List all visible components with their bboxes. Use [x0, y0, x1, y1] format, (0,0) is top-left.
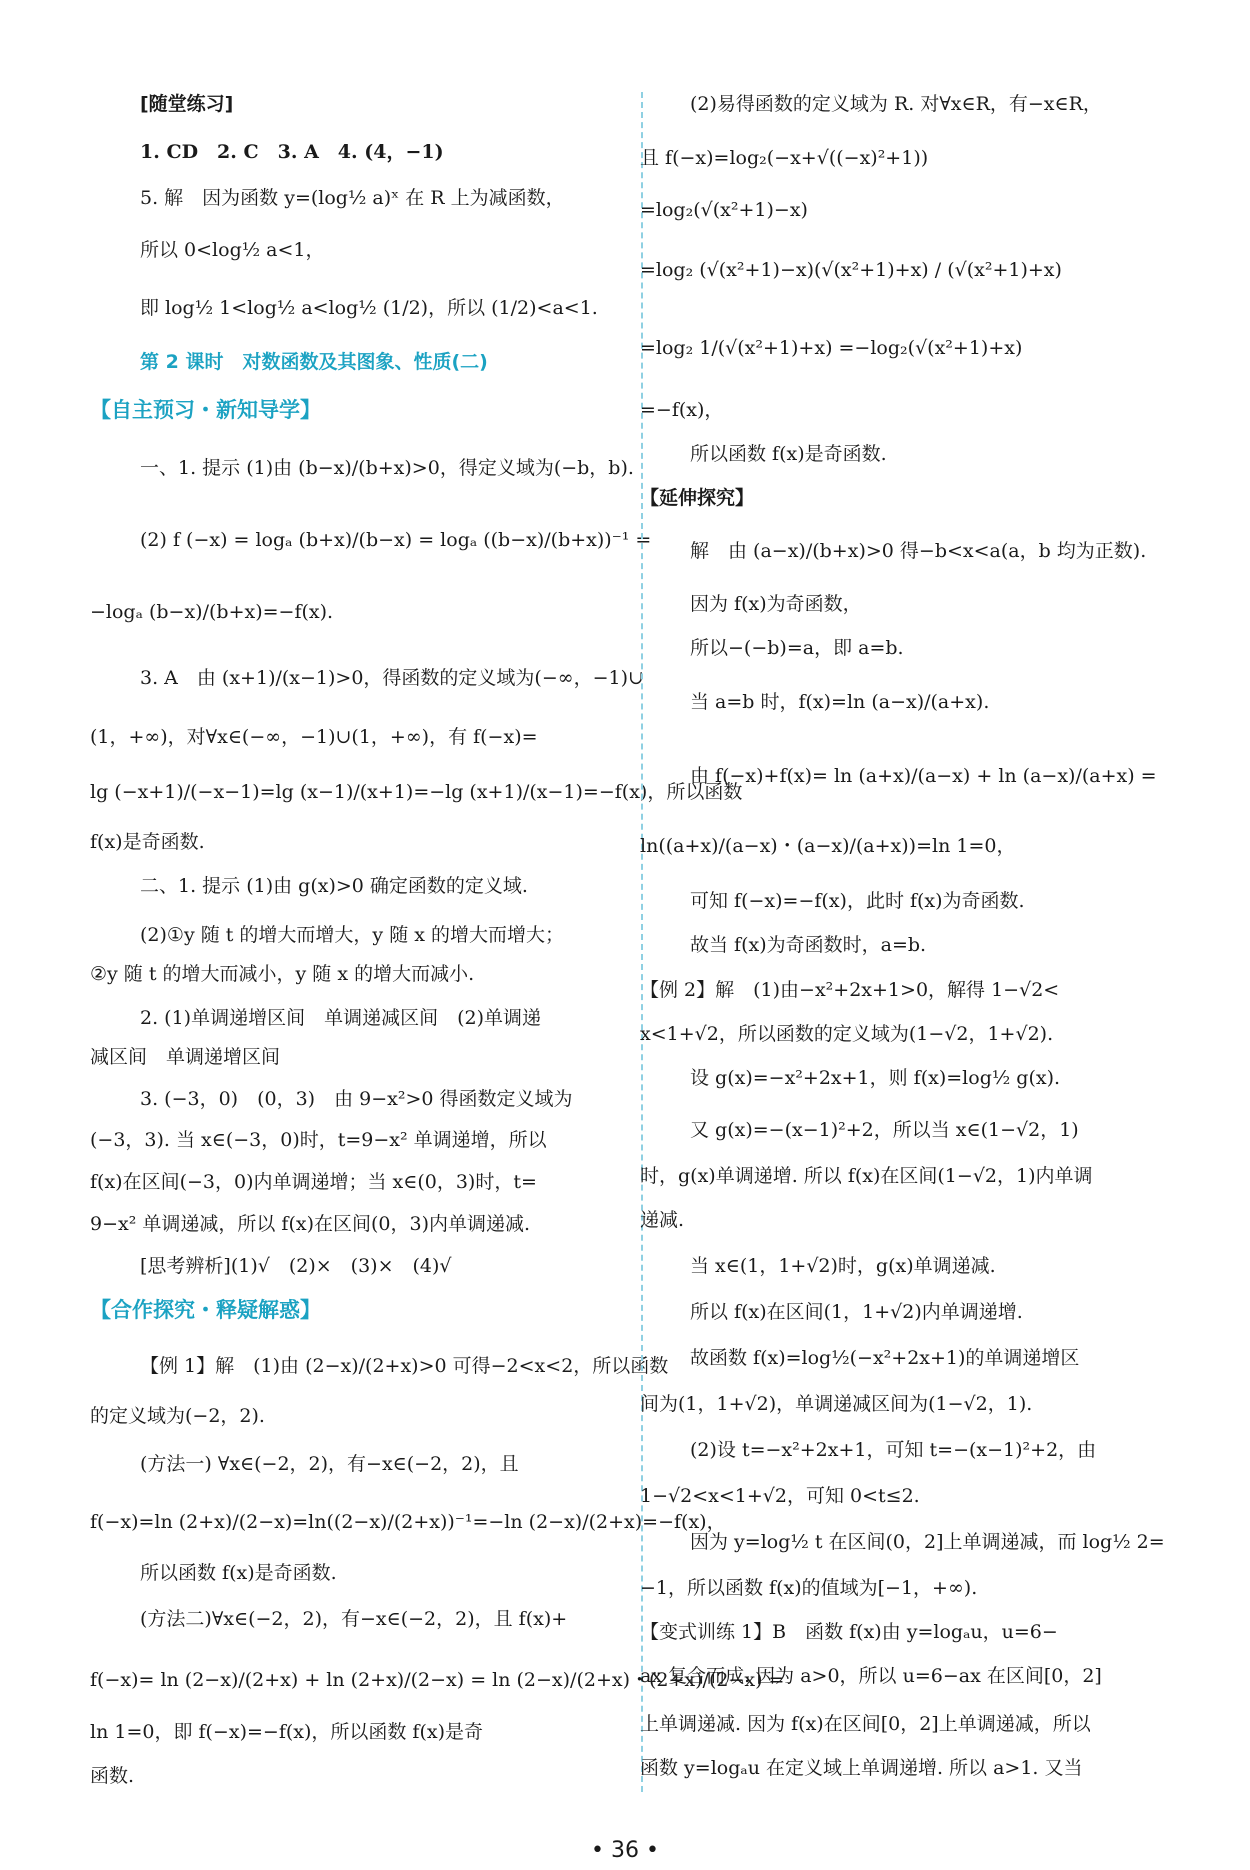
text-line: (方法二)∀x∈(−2，2)，有−x∈(−2，2)，且 f(x)+: [140, 1608, 568, 1630]
page-number: • 36 •: [591, 1838, 659, 1863]
text-line: 上单调递减. 因为 f(x)在区间[0，2]上单调递减，所以: [640, 1713, 1091, 1735]
text-line: 1. CD 2. C 3. A 4. (4，−1): [140, 141, 444, 163]
text-line: 又 g(x)=−(x−1)²+2，所以当 x∈(1−√2，1): [690, 1119, 1079, 1141]
text-line: 当 x∈(1，1+√2)时，g(x)单调递减.: [690, 1255, 996, 1277]
text-line: 2. (1)单调递增区间 单调递减区间 (2)单调递: [140, 1007, 541, 1029]
text-line: x<1+√2，所以函数的定义域为(1−√2，1+√2).: [640, 1023, 1054, 1045]
text-line: 可知 f(−x)=−f(x)，此时 f(x)为奇函数.: [690, 890, 1025, 912]
text-line: 1−√2<x<1+√2，可知 0<t≤2.: [640, 1485, 920, 1507]
text-line: 减区间 单调递增区间: [90, 1046, 281, 1068]
text-line: =log₂ (√(x²+1)−x)(√(x²+1)+x) / (√(x²+1)+x): [640, 259, 1062, 281]
text-line: =−f(x)，: [640, 399, 724, 421]
lesson-title: 第 2 课时 对数函数及其图象、性质(二): [140, 351, 488, 373]
text-line: 【例 1】解 (1)由 (2−x)/(2+x)>0 可得−2<x<2，所以函数: [140, 1355, 669, 1377]
text-line: [随堂练习]: [140, 93, 234, 115]
text-line: 当 a=b 时，f(x)=ln (a−x)/(a+x).: [690, 691, 990, 713]
text-line: =log₂(√(x²+1)−x): [640, 199, 808, 221]
text-line: [思考辨析](1)√ (2)× (3)× (4)√: [140, 1255, 452, 1277]
text-line: 间为(1，1+√2)，单调递减区间为(1−√2，1).: [640, 1393, 1033, 1415]
text-line: 因为 y=log½ t 在区间(0，2]上单调递减，而 log½ 2=: [690, 1531, 1165, 1553]
text-line: 所以函数 f(x)是奇函数.: [690, 443, 887, 465]
text-line: f(−x)=ln (2+x)/(2−x)=ln((2−x)/(2+x))⁻¹=−ln (2−x)/(2+x)=−f(x)，: [90, 1511, 726, 1533]
text-line: ②y 随 t 的增大而减小，y 随 x 的增大而减小.: [90, 963, 475, 985]
text-line: 故函数 f(x)=log½(−x²+2x+1)的单调递增区: [690, 1347, 1080, 1369]
text-line: (2)①y 随 t 的增大而增大，y 随 x 的增大而增大；: [140, 924, 565, 946]
text-line: 所以 f(x)在区间(1，1+√2)内单调递增.: [690, 1301, 1023, 1323]
text-line: 一、1. 提示 (1)由 (b−x)/(b+x)>0，得定义域为(−b，b).: [140, 457, 634, 479]
text-line: 解 由 (a−x)/(b+x)>0 得−b<x<a(a，b 均为正数).: [690, 540, 1147, 562]
text-line: (2)易得函数的定义域为 R. 对∀x∈R，有−x∈R，: [690, 93, 1102, 115]
text-line: 二、1. 提示 (1)由 g(x)>0 确定函数的定义域.: [140, 875, 528, 897]
text-line: 即 log½ 1<log½ a<log½ (1/2)，所以 (1/2)<a<1.: [140, 297, 598, 319]
text-line: 3. A 由 (x+1)/(x−1)>0，得函数的定义域为(−∞，−1)∪: [140, 667, 644, 689]
text-line: 函数.: [90, 1765, 135, 1787]
text-line: 【延伸探究】: [640, 487, 755, 509]
text-line: ln 1=0，即 f(−x)=−f(x)，所以函数 f(x)是奇: [90, 1721, 484, 1743]
section-heading: 【自主预习・新知导学】: [90, 397, 321, 422]
text-line: ax 复合而成. 因为 a>0，所以 u=6−ax 在区间[0，2]: [640, 1665, 1102, 1687]
text-line: f(x)在区间(−3，0)内单调递增；当 x∈(0，3)时，t=: [90, 1171, 537, 1193]
text-line: 时，g(x)单调递增. 所以 f(x)在区间(1−√2，1)内单调: [640, 1165, 1093, 1187]
text-line: 由 f(−x)+f(x)= ln (a+x)/(a−x) + ln (a−x)/(a+x) =: [690, 765, 1157, 787]
text-line: 所以 0<log½ a<1，: [140, 239, 325, 261]
text-line: (−3，3). 当 x∈(−3，0)时，t=9−x² 单调递增，所以: [90, 1129, 547, 1151]
text-line: −1，所以函数 f(x)的值域为[−1，+∞).: [640, 1577, 978, 1599]
text-line: (2)设 t=−x²+2x+1，可知 t=−(x−1)²+2，由: [690, 1439, 1097, 1461]
text-line: 5. 解 因为函数 y=(log½ a)ˣ 在 R 上为减函数，: [140, 187, 565, 209]
text-line: −logₐ (b−x)/(b+x)=−f(x).: [90, 601, 334, 623]
text-line: 9−x² 单调递减，所以 f(x)在区间(0，3)内单调递减.: [90, 1213, 531, 1235]
text-line: 因为 f(x)为奇函数，: [690, 593, 862, 615]
text-line: 函数 y=logₐu 在定义域上单调递增. 所以 a>1. 又当: [640, 1757, 1083, 1779]
text-line: 3. (−3，0) (0，3) 由 9−x²>0 得函数定义域为: [140, 1088, 573, 1110]
text-line: 且 f(−x)=log₂(−x+√((−x)²+1)): [640, 147, 929, 169]
text-line: ln((a+x)/(a−x)・(a−x)/(a+x))=ln 1=0，: [640, 835, 1016, 857]
text-line: 【例 2】解 (1)由−x²+2x+1>0，解得 1−√2<: [640, 979, 1060, 1001]
text-line: 所以函数 f(x)是奇函数.: [140, 1562, 337, 1584]
text-line: (1，+∞)，对∀x∈(−∞，−1)∪(1，+∞)，有 f(−x)=: [90, 726, 538, 748]
text-line: f(x)是奇函数.: [90, 831, 205, 853]
text-line: lg (−x+1)/(−x−1)=lg (x−1)/(x+1)=−lg (x+1)/(x−1)=−f(x)，所以函数: [90, 781, 743, 803]
text-line: (2) f (−x) = logₐ (b+x)/(b−x) = logₐ ((b−x)/(b+x))⁻¹ =: [140, 529, 652, 551]
section-heading: 【合作探究・释疑解惑】: [90, 1297, 321, 1322]
text-line: 设 g(x)=−x²+2x+1，则 f(x)=log½ g(x).: [690, 1067, 1061, 1089]
text-line: 【变式训练 1】B 函数 f(x)由 y=logₐu，u=6−: [640, 1621, 1058, 1643]
text-line: (方法一) ∀x∈(−2，2)，有−x∈(−2，2)，且: [140, 1453, 519, 1475]
text-line: 的定义域为(−2，2).: [90, 1405, 265, 1427]
text-line: =log₂ 1/(√(x²+1)+x) =−log₂(√(x²+1)+x): [640, 337, 1023, 359]
text-line: 故当 f(x)为奇函数时，a=b.: [690, 934, 927, 956]
text-line: f(−x)= ln (2−x)/(2+x) + ln (2+x)/(2−x) = ln (2−x)/(2+x)・(2+x)/(2−x) =: [90, 1669, 785, 1691]
text-line: 所以−(−b)=a，即 a=b.: [690, 637, 904, 659]
text-line: 递减.: [640, 1209, 685, 1231]
